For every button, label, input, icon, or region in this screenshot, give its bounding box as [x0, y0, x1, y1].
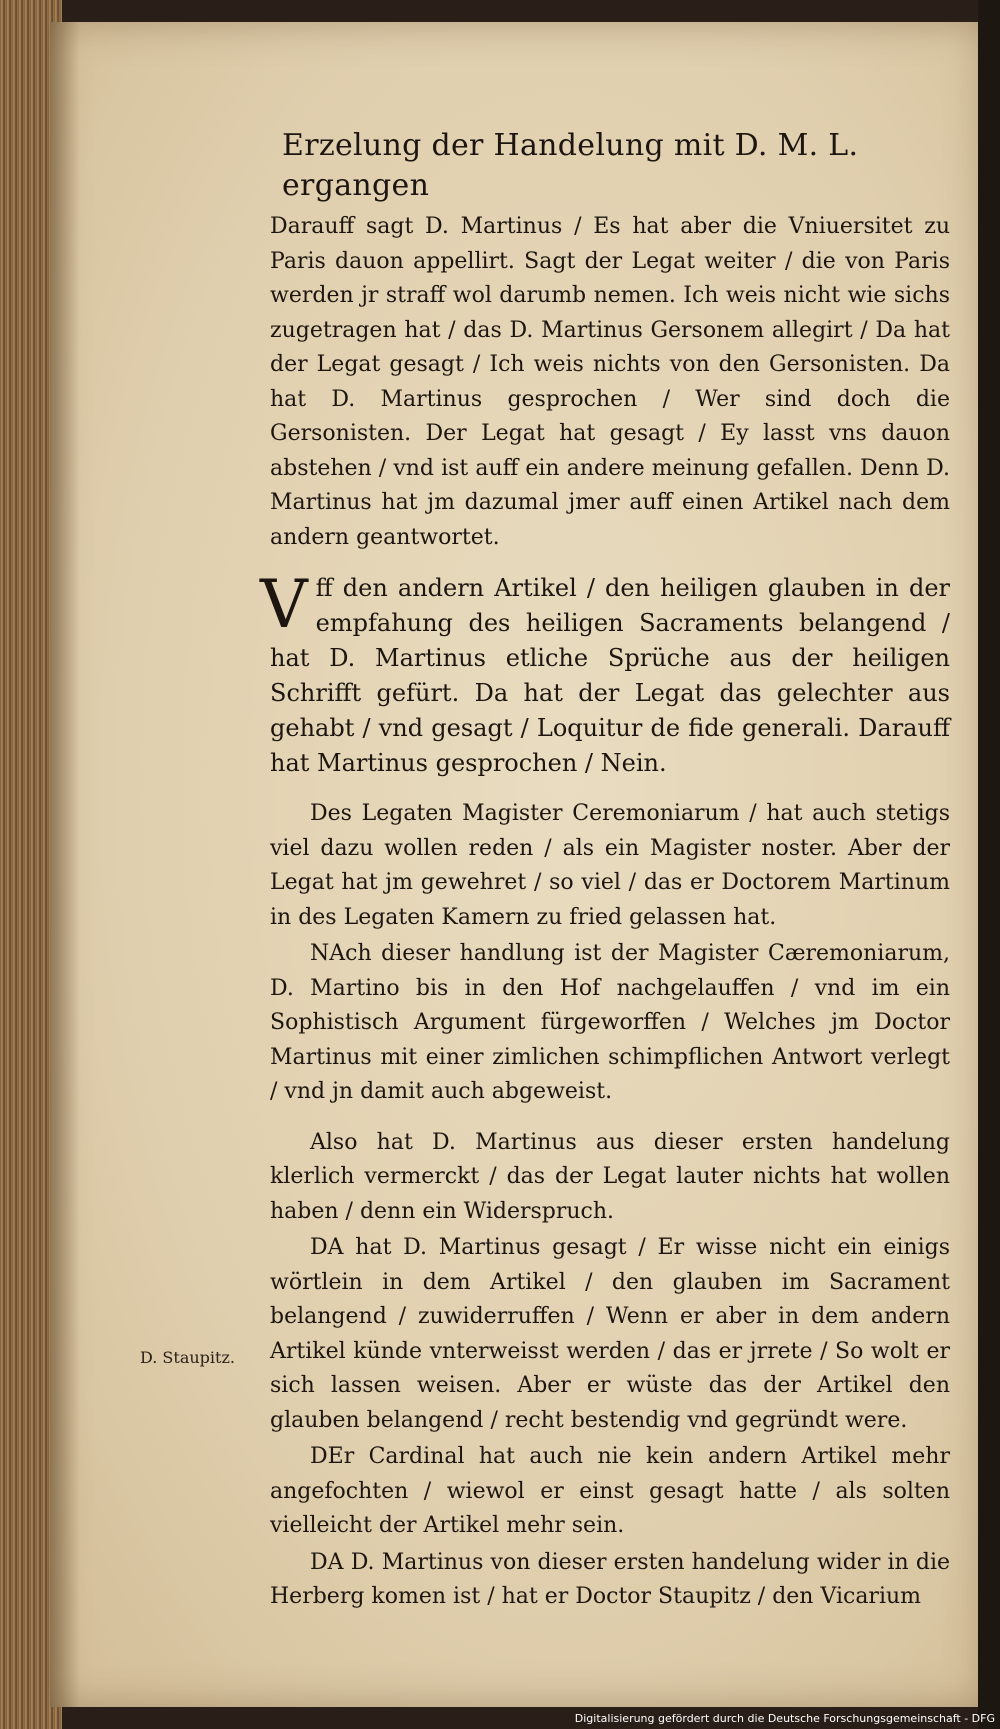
scan-border — [978, 0, 1000, 1729]
digitization-footer: Digitalisierung gefördert durch die Deutsche Forschungsgemeinschaft - DFG — [574, 1712, 995, 1725]
paragraph-2 — [260, 566, 950, 781]
paragraph-3: Des Legaten Magister Ceremoniarum / hat auch stetigs viel dazu wollen reden / als ein Magister noster. Aber der Legat hat jm gewehret / so viel / das er Doctorem Martinum in des Legaten Kamern zu fried gelassen hat. — [270, 801, 950, 930]
marginal-note: D. Staupitz. — [140, 1348, 235, 1367]
drop-capital: V — [260, 566, 308, 643]
paragraph-7: DEr Cardinal hat auch nie kein andern Artikel mehr angefochten / wiewol er einst gesagt hatte / als solten vielleicht der Artikel mehr sein. — [270, 1444, 950, 1538]
page-text — [260, 126, 950, 1617]
paragraph-5: Also hat D. Martinus aus dieser ersten handelung klerlich vermerckt / das der Legat lauter nichts hat wollen haben / denn ein Widerspruch. — [270, 1129, 950, 1224]
paragraph-4: NAch dieser handlung ist der Magister Cæremoniarum, D. Martino bis in den Hof nachgelauffen / vnd im ein Sophistisch Argument fürgeworffen / Welches jm Doctor Martinus mit einer zimlichen schimpflichen Antwort verlegt / vnd jn damit auch abgeweist. — [270, 941, 950, 1104]
paragraph-2-text: ff den andern Artikel / den heiligen glauben in der empfahung des heiligen Sacraments belangend / hat D. Martinus etliche Sprüche aus der heiligen Schrifft gefürt. Da hat der Legat das gelechter aus gehabt / vnd gesagt / Loquitur de fide generali. Darauff hat Martinus gesprochen / Nein. — [270, 574, 950, 777]
running-heading: Erzelung der Handelung mit D. M. L. ergangen — [282, 128, 859, 203]
paragraph-1: Darauff sagt D. Martinus / Es hat aber die Vniuersitet zu Paris dauon appellirt. Sagt der Legat weiter / die von Paris werden jr straff wol darumb nemen. Ich weis nicht wie sichs zugetragen hat / das D. Martinus Gersonem allegirt / Da hat der Legat gesagt / Ich weis nichts von den Gersonisten. Da hat D. Martinus gesprochen / Wer sind doch die Gersonisten. Der Legat hat gesagt / Ey lasst vns dauon abstehen / vnd ist auff ein andere meinung gefallen. Denn D. Martinus hat jm dazumal jmer auff einen Artikel nach dem andern geantwortet. — [270, 214, 950, 550]
gutter-shadow — [50, 22, 80, 1707]
paragraph-6: DA hat D. Martinus gesagt / Er wisse nicht ein einigs wörtlein in dem Artikel / den glauben im Sacrament belangend / zuwiderruffen / Wenn er aber in dem andern Artikel künde vnterweisst werden / das er jrrete / So wolt er sich lassen weisen. Aber er wüste das der Artikel den glauben belangend / recht bestendig vnd gegründt were. — [270, 1235, 950, 1433]
paragraph-8: DA D. Martinus von dieser ersten handelung wider in die Herberg komen ist / hat er Doctor Staupitz / den Vicarium — [270, 1549, 950, 1609]
